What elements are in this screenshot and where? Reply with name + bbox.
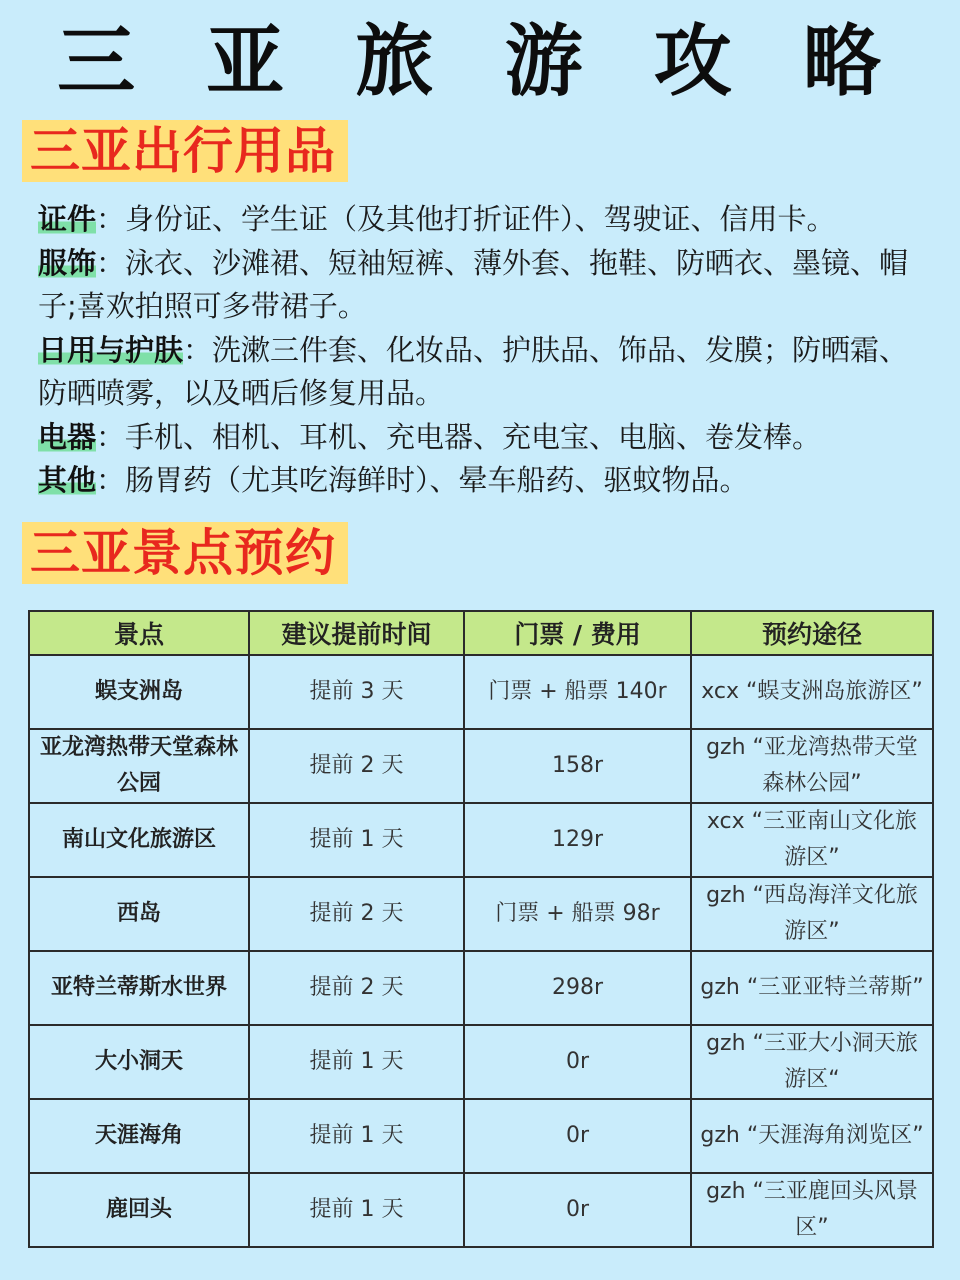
cell-spot: 西岛: [29, 877, 249, 951]
table-row: [29, 655, 933, 729]
item-key: 服饰: [38, 245, 97, 280]
table-row: [29, 729, 933, 803]
cell-advance-time: 提前 2 天: [249, 729, 464, 803]
cell-fee: 158r: [464, 729, 691, 803]
packing-item: [38, 459, 928, 503]
header-fee: 门票 / 费用: [464, 611, 691, 655]
cell-spot: 蜈支洲岛: [29, 655, 249, 729]
cell-fee: 0r: [464, 1025, 691, 1099]
table-row: [29, 803, 933, 877]
section-heading-booking: 三亚景点预约: [22, 522, 348, 584]
item-key: 证件: [38, 202, 97, 236]
item-text: ：洗漱三件套、化妆品、护肤品、饰品、发膜；防晒霜、防晒喷雾，以及晒后修复用品。: [38, 332, 909, 410]
cell-advance-time: 提前 1 天: [249, 1025, 464, 1099]
cell-advance-time: 提前 2 天: [249, 951, 464, 1025]
cell-fee: 298r: [464, 951, 691, 1025]
cell-fee: 门票 + 船票 98r: [464, 877, 691, 951]
cell-spot: 亚龙湾热带天堂森林公园: [29, 729, 249, 803]
cell-fee: 门票 + 船票 140r: [464, 655, 691, 729]
packing-list: [38, 198, 928, 503]
item-key: 日用与护肤: [38, 332, 184, 367]
cell-fee: 129r: [464, 803, 691, 877]
header-spot: 景点: [29, 611, 249, 655]
item-text: ：身份证、学生证（及其他打折证件）、驾驶证、信用卡。: [96, 202, 836, 236]
cell-fee: 0r: [464, 1173, 691, 1247]
cell-spot: 亚特兰蒂斯水世界: [29, 951, 249, 1025]
cell-advance-time: 提前 1 天: [249, 1173, 464, 1247]
packing-item: [38, 242, 928, 329]
cell-booking-method: gzh “三亚亚特兰蒂斯”: [691, 951, 933, 1025]
cell-booking-method: gzh “天涯海角浏览区”: [691, 1099, 933, 1173]
cell-spot: 南山文化旅游区: [29, 803, 249, 877]
cell-advance-time: 提前 1 天: [249, 1099, 464, 1173]
page-title: 三 亚 旅 游 攻 略: [57, 17, 903, 107]
table-row: [29, 1025, 933, 1099]
packing-item: [38, 198, 928, 242]
table-row: [29, 1173, 933, 1247]
cell-fee: 0r: [464, 1099, 691, 1173]
cell-booking-method: gzh “西岛海洋文化旅游区”: [691, 877, 933, 951]
packing-item: [38, 329, 928, 416]
header-advance-time: 建议提前时间: [249, 611, 464, 655]
table-row: [29, 951, 933, 1025]
booking-table: [28, 610, 934, 1248]
item-key: 电器: [38, 419, 97, 454]
table-header-row: [29, 611, 933, 655]
cell-booking-method: gzh “三亚大小洞天旅游区“: [691, 1025, 933, 1099]
cell-advance-time: 提前 3 天: [249, 655, 464, 729]
section-heading-packing: 三亚出行用品: [22, 120, 348, 182]
cell-spot: 大小洞天: [29, 1025, 249, 1099]
cell-spot: 鹿回头: [29, 1173, 249, 1247]
table-row: [29, 1099, 933, 1173]
item-key: 其他: [38, 463, 97, 497]
item-text: ：手机、相机、耳机、充电器、充电宝、电脑、卷发棒。: [96, 419, 822, 454]
cell-spot: 天涯海角: [29, 1099, 249, 1173]
cell-advance-time: 提前 2 天: [249, 877, 464, 951]
cell-advance-time: 提前 1 天: [249, 803, 464, 877]
cell-booking-method: xcx “三亚南山文化旅游区”: [691, 803, 933, 877]
packing-item: [38, 416, 928, 460]
cell-booking-method: gzh “亚龙湾热带天堂森林公园”: [691, 729, 933, 803]
item-text: ：泳衣、沙滩裙、短袖短裤、薄外套、拖鞋、防晒衣、墨镜、帽子;喜欢拍照可多带裙子。: [38, 245, 909, 323]
cell-booking-method: xcx “蜈支洲岛旅游区”: [691, 655, 933, 729]
header-booking-method: 预约途径: [691, 611, 933, 655]
item-text: ：肠胃药（尤其吃海鲜时）、晕车船药、驱蚊物品。: [96, 463, 749, 497]
cell-booking-method: gzh “三亚鹿回头风景区”: [691, 1173, 933, 1247]
table-row: [29, 877, 933, 951]
